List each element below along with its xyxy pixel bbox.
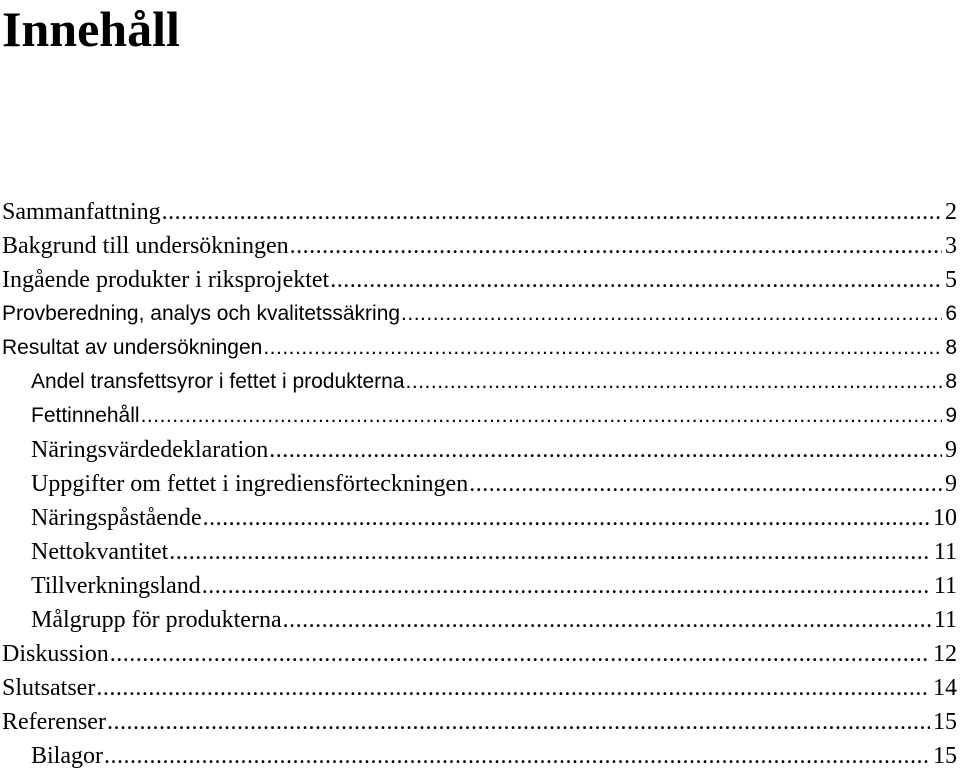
- toc-entry-title: Fettinnehåll: [31, 404, 140, 427]
- toc-entry-naringspastaende[interactable]: [0, 501, 957, 535]
- toc-page-number: 11: [933, 573, 957, 599]
- toc-entry-title: Andel transfettsyror i fettet i produkterna: [31, 370, 405, 393]
- toc-entry-title: Målgrupp för produkterna: [31, 607, 282, 633]
- toc-page-number: 11: [933, 607, 957, 633]
- toc-entry-referenser[interactable]: [0, 705, 957, 739]
- toc-dot-leader: [202, 569, 931, 603]
- toc-entry-title: Slutsatser: [2, 675, 96, 701]
- toc-page-number: 15: [933, 709, 957, 735]
- toc-entry-title: Bakgrund till undersökningen: [2, 233, 289, 259]
- toc-dot-leader: [469, 467, 942, 501]
- toc-entry-title: Provberedning, analys och kvalitetssäkring: [2, 302, 401, 325]
- toc-entry-title: Sammanfattning: [2, 199, 161, 225]
- toc-dot-leader: [96, 671, 930, 705]
- toc-page-number: 10: [933, 505, 957, 531]
- toc-entry-andel-transfettsyror[interactable]: [0, 365, 957, 399]
- toc-dot-leader: [107, 705, 930, 739]
- toc-entry-uppgifter-om-fettet[interactable]: [0, 467, 957, 501]
- toc-dot-leader: [290, 229, 942, 263]
- toc-dot-leader: [330, 263, 942, 297]
- toc-entry-diskussion[interactable]: [0, 637, 957, 671]
- toc-entry-title: Tillverkningsland: [31, 573, 201, 599]
- toc-entry-title: Resultat av undersökningen: [2, 336, 263, 359]
- toc-page-number: 9: [945, 437, 957, 463]
- toc-entry-nettokvantitet[interactable]: [0, 535, 957, 569]
- toc-entry-title: Bilagor: [31, 743, 103, 769]
- toc-page-number: 6: [945, 302, 957, 325]
- toc-entry-bakgrund[interactable]: [0, 229, 957, 263]
- toc-entry-naringsvardedeklaration[interactable]: [0, 433, 957, 467]
- toc-entry-title: Näringspåstående: [31, 505, 202, 531]
- toc-dot-leader: [141, 399, 943, 433]
- toc-entry-title: Referenser: [2, 709, 106, 735]
- page-title: Innehåll: [2, 1, 180, 57]
- toc-page-number: 8: [945, 336, 957, 359]
- toc-entry-title: Ingående produkter i riksprojektet: [2, 267, 330, 293]
- toc-entry-fettinnehall[interactable]: [0, 399, 957, 433]
- toc-page-number: 9: [945, 471, 957, 497]
- toc-entry-title: Näringsvärdedeklaration: [31, 437, 269, 463]
- toc-page-number: 11: [933, 539, 957, 565]
- toc-entry-provberedning[interactable]: [0, 297, 957, 331]
- toc-dot-leader: [283, 603, 931, 637]
- toc-entry-malgrupp[interactable]: [0, 603, 957, 637]
- toc-dot-leader: [269, 433, 942, 467]
- toc-entry-title: Nettokvantitet: [31, 539, 169, 565]
- toc-entry-resultat[interactable]: [0, 331, 957, 365]
- toc-page-number: 8: [945, 370, 957, 393]
- toc-entry-sammanfattning[interactable]: [0, 195, 957, 229]
- toc-page-number: 14: [933, 675, 957, 701]
- toc-entry-title: Uppgifter om fettet i ingrediensförteckningen: [31, 471, 469, 497]
- toc-dot-leader: [263, 331, 942, 365]
- toc-entry-slutsatser[interactable]: [0, 671, 957, 705]
- toc-entry-tillverkningsland[interactable]: [0, 569, 957, 603]
- toc-page-number: 9: [945, 404, 957, 427]
- toc-dot-leader: [162, 195, 942, 229]
- toc-dot-leader: [110, 637, 930, 671]
- toc-entry-ingaende-produkter[interactable]: [0, 263, 957, 297]
- toc-entry-bilagor[interactable]: [0, 739, 957, 773]
- toc-dot-leader: [406, 365, 943, 399]
- toc-page-number: 3: [945, 233, 957, 259]
- toc-dot-leader: [203, 501, 930, 535]
- toc-dot-leader: [169, 535, 931, 569]
- toc-page-number: 2: [945, 199, 957, 225]
- toc-page-number: 5: [945, 267, 957, 293]
- toc-page-number: 12: [933, 641, 957, 667]
- toc-page-number: 15: [933, 743, 957, 769]
- toc-entry-title: Diskussion: [2, 641, 109, 667]
- toc-dot-leader: [104, 739, 930, 773]
- toc-dot-leader: [401, 297, 942, 331]
- table-of-contents: [0, 195, 957, 773]
